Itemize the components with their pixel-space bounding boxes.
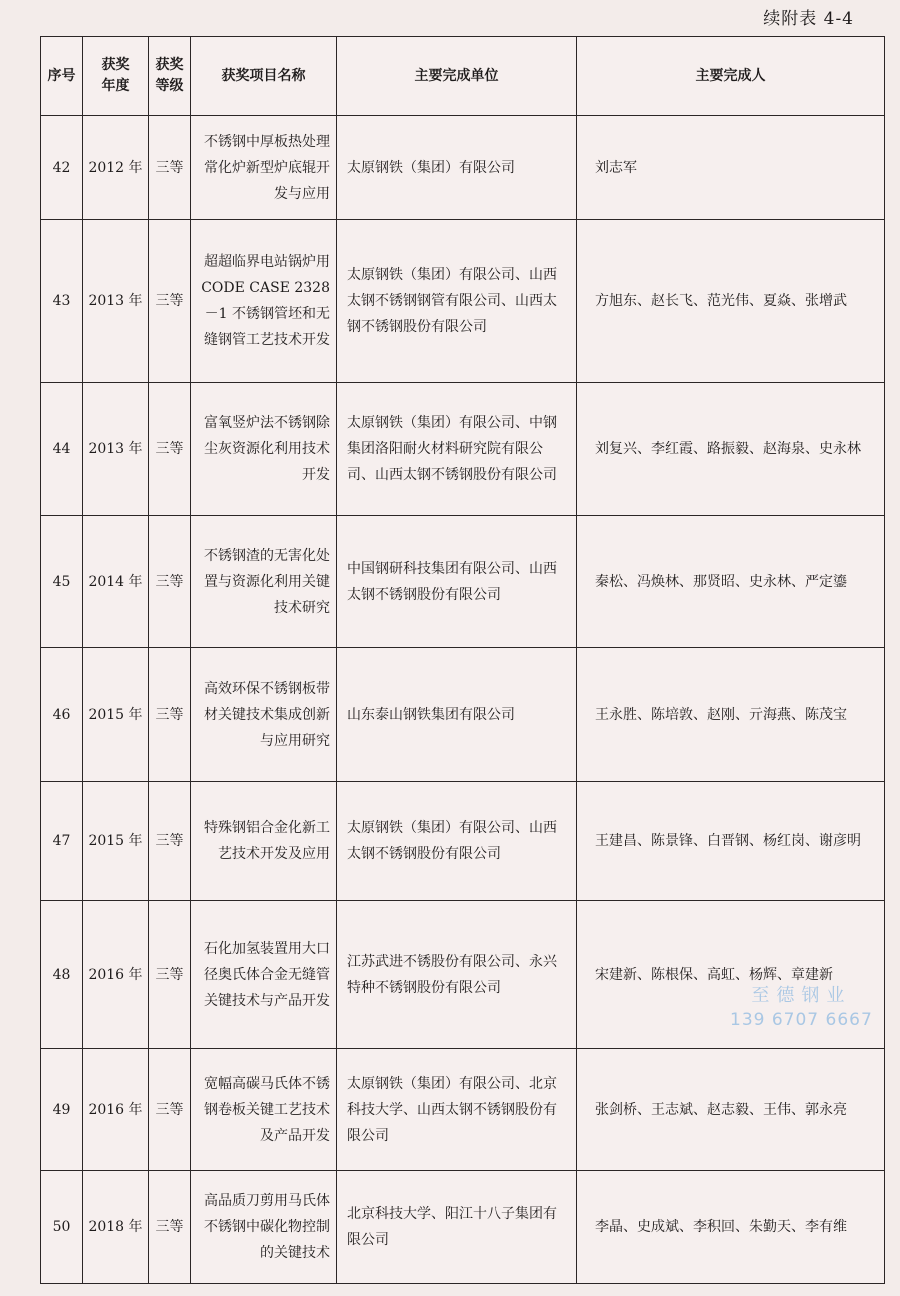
header-org: 主要完成单位 [337,37,577,116]
cell-people: 刘志军 [577,116,885,220]
cell-project: 石化加氢装置用大口径奥氏体合金无缝管关键技术与产品开发 [191,901,337,1049]
table-row [41,782,885,901]
table-continuation-label: 续附表 4-4 [763,9,854,29]
cell-year: 2015 年 [83,782,149,901]
cell-project: 不锈钢渣的无害化处置与资源化利用关键技术研究 [191,516,337,648]
cell-no: 47 [41,782,83,901]
table-row [41,383,885,516]
cell-year: 2014 年 [83,516,149,648]
cell-project: 高效环保不锈钢板带材关键技术集成创新与应用研究 [191,648,337,782]
cell-grade: 三等 [149,383,191,516]
cell-people: 李晶、史成斌、李积回、朱勤天、李有维 [577,1171,885,1284]
header-project: 获奖项目名称 [191,37,337,116]
table-row [41,1171,885,1284]
watermark-phone: 139 6707 6667 [730,1010,873,1030]
cell-grade: 三等 [149,782,191,901]
cell-project: 富氧竖炉法不锈钢除尘灰资源化利用技术开发 [191,383,337,516]
cell-grade: 三等 [149,220,191,383]
cell-grade: 三等 [149,901,191,1049]
cell-people: 宋建新、陈根保、高虹、杨辉、章建新 [577,901,885,1049]
cell-no: 46 [41,648,83,782]
cell-project: 特殊钢铝合金化新工艺技术开发及应用 [191,782,337,901]
cell-no: 48 [41,901,83,1049]
header-no: 序号 [41,37,83,116]
cell-grade: 三等 [149,1171,191,1284]
header-year [83,37,149,116]
table-row [41,901,885,1049]
cell-people: 秦松、冯焕林、那贤昭、史永林、严定鎏 [577,516,885,648]
header-people: 主要完成人 [577,37,885,116]
cell-no: 43 [41,220,83,383]
cell-org: 太原钢铁（集团）有限公司、山西太钢不锈钢股份有限公司 [337,782,577,901]
cell-no: 44 [41,383,83,516]
table-row [41,516,885,648]
cell-org: 山东泰山钢铁集团有限公司 [337,648,577,782]
cell-year: 2016 年 [83,1049,149,1171]
cell-grade: 三等 [149,1049,191,1171]
header-grade [149,37,191,116]
cell-grade: 三等 [149,648,191,782]
cell-people: 刘复兴、李红霞、路振毅、赵海泉、史永林 [577,383,885,516]
cell-no: 45 [41,516,83,648]
cell-year: 2013 年 [83,383,149,516]
cell-project: 不锈钢中厚板热处理常化炉新型炉底辊开发与应用 [191,116,337,220]
table-row [41,220,885,383]
cell-project: 宽幅高碳马氏体不锈钢卷板关键工艺技术及产品开发 [191,1049,337,1171]
cell-org: 太原钢铁（集团）有限公司、北京科技大学、山西太钢不锈钢股份有限公司 [337,1049,577,1171]
cell-people: 王建昌、陈景锋、白晋钢、杨红岗、谢彦明 [577,782,885,901]
cell-org: 太原钢铁（集团）有限公司、中钢集团洛阳耐火材料研究院有限公司、山西太钢不锈钢股份有限公司 [337,383,577,516]
cell-people: 王永胜、陈培敦、赵刚、亓海燕、陈茂宝 [577,648,885,782]
cell-people: 张剑桥、王志斌、赵志毅、王伟、郭永亮 [577,1049,885,1171]
cell-year: 2016 年 [83,901,149,1049]
cell-people: 方旭东、赵长飞、范光伟、夏焱、张增武 [577,220,885,383]
header-year-line1: 获奖 [101,57,130,73]
cell-year: 2013 年 [83,220,149,383]
cell-org: 江苏武进不锈股份有限公司、永兴特种不锈钢股份有限公司 [337,901,577,1049]
cell-org: 太原钢铁（集团）有限公司、山西太钢不锈钢钢管有限公司、山西太钢不锈钢股份有限公司 [337,220,577,383]
table-header-row [41,37,885,116]
header-grade-line2: 等级 [155,78,184,94]
cell-no: 42 [41,116,83,220]
table-row [41,1049,885,1171]
cell-year: 2018 年 [83,1171,149,1284]
cell-year: 2012 年 [83,116,149,220]
table-row [41,648,885,782]
cell-org: 太原钢铁（集团）有限公司 [337,116,577,220]
cell-org: 北京科技大学、阳江十八子集团有限公司 [337,1171,577,1284]
header-year-line2: 年度 [101,78,130,94]
cell-year: 2015 年 [83,648,149,782]
cell-grade: 三等 [149,116,191,220]
cell-project: 高品质刀剪用马氏体不锈钢中碳化物控制的关键技术 [191,1171,337,1284]
cell-no: 49 [41,1049,83,1171]
header-grade-line1: 获奖 [155,57,184,73]
watermark-name: 至德钢业 [751,985,852,1006]
cell-project: 超超临界电站锅炉用 CODE CASE 2328－1 不锈钢管坯和无缝钢管工艺技术开发 [191,220,337,383]
awards-table [40,36,885,1284]
cell-grade: 三等 [149,516,191,648]
table-row [41,116,885,220]
cell-org: 中国钢研科技集团有限公司、山西太钢不锈钢股份有限公司 [337,516,577,648]
cell-no: 50 [41,1171,83,1284]
